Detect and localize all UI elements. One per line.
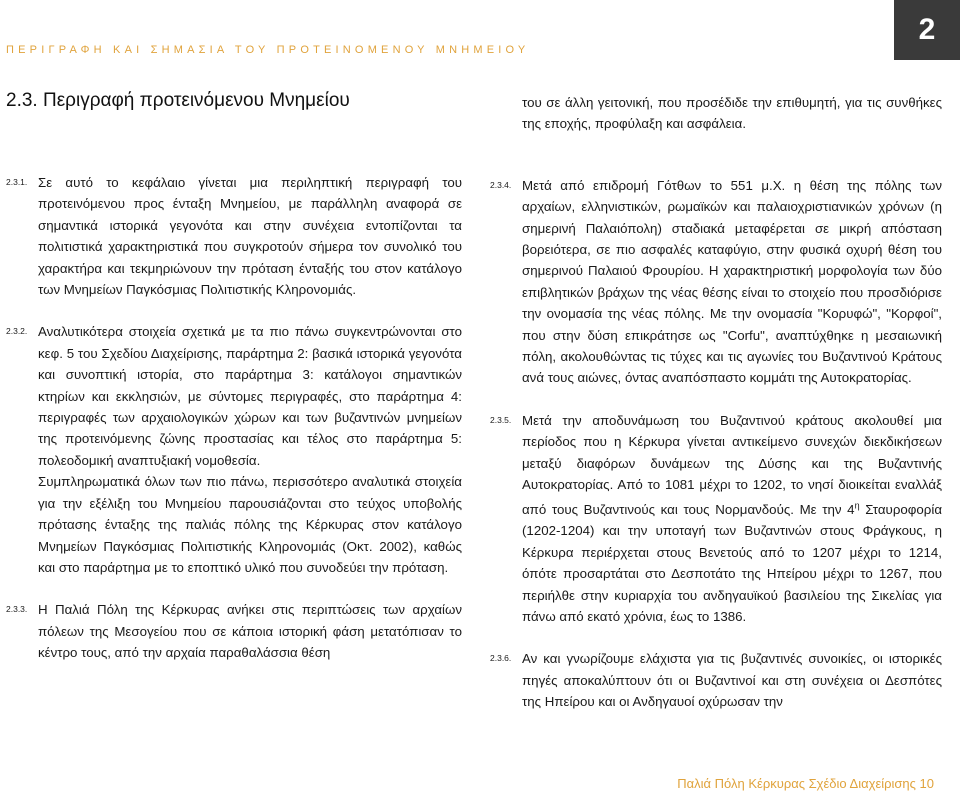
paragraph-text: Αναλυτικότερα στοιχεία σχετικά με τα πιο πάνω συγκεντρώνονται στο κεφ. 5 του Σχεδίου Διαχείρισης, παράρτημα 2: βασικά ιστορικά γεγονότα και συνοπτική ιστορία, στο παράρτημα 3: κατάλογοι σημαντικών κτηρίων και εκκλησιών, με σύντομες περιγραφές, στο παράρτημα 4: περιγραφές των αρχαιολογικών χώρων και των βυζαντινών μνημείων της προτεινόμενης ζώνης προστασίας και τέλος στο παράρτημα 5: πολεοδομική αναπτυξιακή νομοθεσία. [38, 324, 462, 468]
paragraph-number: 2.3.6. [490, 653, 512, 664]
left-column [6, 172, 462, 664]
paragraph-text: Η Παλιά Πόλη της Κέρκυρας ανήκει στις περιπτώσεις των αρχαίων πόλεων της Μεσογείου που σε κάποια ιστορική φάση μετατόπισαν το κέντρο τους, από την αρχαία παραθαλάσσια θέση [38, 602, 462, 661]
paragraph-text [522, 413, 942, 624]
page-footer: Παλιά Πόλη Κέρκυρας Σχέδιο Διαχείρισης 10 [677, 776, 934, 791]
paragraph-2-3-2-continued: Συμπληρωματικά όλων των πιο πάνω, περισσότερο αναλυτικά στοιχεία για την εξέλιξη του Μνημείου παρουσιάζονται στο τεύχος υποβολής πρότασης ένταξης της παλιάς πόλης της Κέρκυρας στον κατάλογο Μνημείων Παγκόσμιας Πολιτιστικής Κληρονομιάς (Οκτ. 2002), καθώς και στο παράρτημα με το εποπτικό υλικό που συνοδεύει την πρόταση. [38, 474, 462, 575]
paragraph-text-part: Μετά την αποδυνάμωση του Βυζαντινού κράτους ακολουθεί μια περίοδος που η Κέρκυρα γίνεται αντικείμενο συνεχών διεκδικήσεων μεταξύ διαφόρων δυνάμεων της Δύσης και της Βυζαντινής Αυτοκρατορίας. Από το 1081 μέχρι το 1202, το νησί διοικείται εναλλάξ από τους Βυζαντινούς και τους Νορμανδούς. Με την 4 [522, 412, 942, 517]
paragraph-number: 2.3.5. [490, 414, 512, 425]
section-title: 2.3. Περιγραφή προτεινόμενου Μνημείου [6, 90, 350, 111]
paragraph-2-3-6 [490, 648, 942, 712]
paragraph-text: Μετά από επιδρομή Γότθων το 551 μ.Χ. η θέση της πόλης των αρχαίων, ελληνιστικών, ρωμαϊκών και παλαιοχριστιανικών χρόνων (η σημερινή Παλαιόπολη) σταδιακά μεταφέρεται σε μικρή απόσταση βορειότερα, σε πιο ασφαλές καταφύγιο, στην φυσικά οχυρή θέση του σημερινού Παλαιού Φρουρίου. Η χαρακτηριστική μορφολογία των δύο επιβλητικών βράχων της νέας θέσης είναι το στοιχείο που προσδιόρισε την ονομασία της νέας πόλης. Με την ονομασία "Κορυφώ", "Κορφοί", που στην δύση επικράτησε ως "Corfu", αναπτύχθηκε η μεσαιωνική πόλη, ακολουθώντας τις τύχες και τις αγωνίες του Βυζαντινού Κράτους ανά τους αιώνες, όντας αναπόσπαστο κομμάτι της Αυτοκρατορίας. [522, 177, 942, 386]
paragraph-2-3-3-continued: του σε άλλη γειτονική, που προσέδιδε την επιθυμητή, για τις συνθήκες της εποχής, προφύλαξη και ασφάλεια. [522, 95, 942, 132]
paragraph-text: Σε αυτό το κεφάλαιο γίνεται μια περιληπτική περιγραφή του προτεινόμενου προς ένταξη Μνημείου, με παράλληλη αναφορά σε σημαντικά ιστορικά γεγονότα και στην συνέχεια εντοπίζονται τα πολιτιστικά χαρακτηριστικά που συγκροτούν σήμερα τον συνολικό του χαρακτήρα και τεκμηριώνουν την πρόταση ένταξής του στον κατάλογο των Μνημείων Παγκόσμιας Πολιτιστικής Κληρονομιάς. [38, 175, 462, 298]
paragraph-number: 2.3.1. [6, 177, 28, 187]
paragraph-number: 2.3.2. [6, 326, 28, 337]
paragraph-text-part: Σταυροφορία (1202-1204) και την υποταγή των Βυζαντινών στους Φράγκους, η Κέρκυρα περιέρχεται στους Βενετούς από το 1207 μέχρι το 1214, όπότε προσαρτάται στο Δεσποτάτο της Ηπείρου μέχρι το 1267, που περιήλθε στην κυριαρχία του ανδηγαυϊκού βασιλείου της Σικελίας για πάνω από εκατό χρόνια, έως το 1386. [522, 501, 943, 624]
superscript: η [854, 500, 860, 511]
paragraph-text: Αν και γνωρίζουμε ελάχιστα για τις βυζαντινές συνοικίες, οι ιστορικές πηγές αποκαλύπτουν ότι οι Βυζαντινοί και στη συνέχεια οι Δεσπότες της Ηπείρου και οι Ανδηγαυοί οχύρωσαν την [522, 651, 942, 710]
chapter-number: 2 [894, 0, 960, 60]
right-column [490, 92, 942, 713]
paragraph-number: 2.3.3. [6, 604, 28, 615]
page-header [0, 0, 894, 72]
paragraph-2-3-2 [6, 321, 462, 471]
paragraph-number: 2.3.4. [490, 179, 512, 190]
paragraph-2-3-3 [6, 599, 462, 663]
paragraph-2-3-1 [6, 172, 462, 300]
paragraph-2-3-4 [490, 175, 942, 389]
header-title: ΠΕΡΙΓΡΑΦΗ ΚΑΙ ΣΗΜΑΣΙΑ ΤΟΥ ΠΡΟΤΕΙΝΟΜΕΝΟΥ ΜΝΗΜΕΙΟΥ [6, 44, 530, 56]
paragraph-2-3-5 [490, 410, 942, 627]
